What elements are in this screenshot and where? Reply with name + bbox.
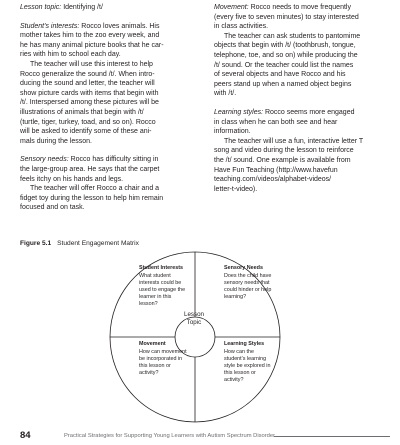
- text-line: mother takes him to the zoo every week, and: [20, 32, 160, 40]
- figure-caption: [20, 239, 139, 248]
- quadrant-title-movement: Movement: [139, 341, 166, 347]
- running-title: Practical Strategies for Supporting Young Learners with Autism Spectrum Disorder: [64, 433, 276, 439]
- text-line: Rocco seems more engaged: [264, 108, 355, 116]
- text-line: be incorporated in: [139, 356, 183, 362]
- text-line: /t/ sound. Or the teacher could list the names: [214, 61, 354, 69]
- text-line: information.: [214, 128, 251, 136]
- text-line: What student: [139, 273, 171, 279]
- quadrant-title-learning-styles: Learning Styles: [224, 341, 265, 347]
- learning-styles-label: Learning styles:: [214, 108, 264, 116]
- text-line: Rocco has difficulty sitting in: [70, 156, 159, 164]
- text-line: How can movement: [139, 349, 187, 355]
- text-line: could hinder or help: [224, 287, 272, 293]
- text-line: in class when he can both see and hear: [214, 118, 338, 126]
- text-line: (every five to seven minutes) to stay interested: [214, 13, 359, 21]
- text-line: the large-group area. He says that the carpet: [20, 165, 160, 173]
- text-line: style be explored in: [224, 363, 271, 369]
- text-line: of several objects and have Rocco and his: [214, 71, 346, 79]
- text-line: learner in this: [139, 294, 172, 300]
- text-line: interests could be: [139, 280, 182, 286]
- quadrant-text-sensory-needs: [224, 273, 282, 301]
- text-line: letter-t-video).: [214, 185, 258, 193]
- text-line: How can the: [224, 349, 254, 355]
- text-line: learning?: [224, 294, 247, 300]
- text-line: song and video during the lesson to reinforce: [214, 147, 354, 155]
- quadrant-text-movement: [139, 349, 197, 377]
- sensory-label: Sensory needs:: [20, 156, 69, 164]
- page-footer: [20, 430, 390, 442]
- text-line: fidget toy during the lesson to help him remain: [20, 194, 164, 202]
- text-line: focused and on task.: [20, 204, 85, 212]
- quadrant-text-learning-styles: [224, 349, 282, 384]
- interests-strategy-paragraph: [20, 60, 200, 146]
- text-line: Rocco loves animals. His: [81, 22, 160, 30]
- movement-label: Movement:: [214, 4, 249, 11]
- learning-styles-paragraph: [214, 108, 386, 137]
- text-line: in class activities.: [214, 23, 269, 31]
- text-line: (turtle, tiger, turkey, toad, and so on). Rocco: [20, 118, 156, 126]
- text-line: student's learning: [224, 356, 267, 362]
- text-line: sensory needs that: [224, 280, 270, 286]
- learning-styles-strategy-paragraph: [214, 137, 386, 195]
- text-line: mals during the lesson.: [20, 137, 92, 145]
- text-line: Have Fun Teaching (http://www.havefun: [214, 166, 338, 174]
- interests-label: Student's interests:: [20, 22, 80, 30]
- movement-paragraph: [214, 3, 386, 32]
- text-line: peers stand up when a named object begins: [214, 80, 352, 88]
- text-line: activity?: [139, 370, 159, 376]
- text-line: this lesson or: [224, 370, 256, 376]
- text-line: this lesson or: [139, 363, 171, 369]
- text-line: will be asked to identify some of these ani-: [20, 128, 152, 136]
- quadrant-title-sensory-needs: Sensory Needs: [224, 265, 263, 271]
- text-line: Does the child have: [224, 273, 272, 279]
- text-line: the /t/ sound. One example is available from: [214, 156, 351, 164]
- text-line: activity?: [224, 377, 244, 383]
- text-line: ries with him to school each day.: [20, 51, 121, 59]
- text-line: telephone, toe, and so on) while producing the: [214, 51, 358, 59]
- center-label-line: Topic: [186, 319, 202, 326]
- quadrant-title-student-interests: Student Interests: [139, 265, 184, 271]
- sensory-paragraph: [20, 155, 200, 184]
- text-line: Rocco generalize the sound /t/. When intro-: [20, 70, 155, 78]
- figure-number: Figure 5.1: [20, 240, 52, 247]
- center-label: [174, 311, 214, 327]
- figure-title: Student Engagement Matrix: [57, 240, 139, 247]
- sensory-strategy-paragraph: [20, 184, 200, 213]
- text-line: The teacher can ask students to pantomime: [224, 32, 361, 40]
- text-line: The teacher will use a fun, interactive letter T: [224, 137, 364, 145]
- movement-strategy-paragraph: [214, 32, 386, 99]
- lesson-topic-label: Lesson topic:: [20, 4, 62, 11]
- lesson-topic-paragraph: [20, 3, 200, 13]
- text-line: illustrations of animals that begin with /t/: [20, 108, 144, 116]
- page-number: 84: [20, 430, 31, 441]
- text-line: show picture cards with items that begin with: [20, 89, 159, 97]
- text-line: he has many animal picture books that he car-: [20, 41, 164, 49]
- footer-rule: [274, 436, 390, 437]
- quadrant-text-student-interests: [139, 273, 197, 308]
- center-label-line: Lesson: [184, 311, 204, 318]
- text-line: The teacher will use this interest to help: [30, 60, 153, 68]
- text-line: feels itchy on his hands and legs.: [20, 175, 124, 183]
- left-text-column: [20, 3, 200, 213]
- text-line: lesson?: [139, 301, 158, 307]
- interests-paragraph: [20, 22, 200, 60]
- text-line: Rocco needs to move frequently: [250, 4, 351, 11]
- text-line: The teacher will offer Rocco a chair and a: [30, 185, 160, 193]
- lesson-topic-value: Identifying /t/: [63, 4, 103, 11]
- text-line: used to engage the: [139, 287, 186, 293]
- text-line: with /t/.: [214, 90, 237, 98]
- text-line: objects that begin with /t/ (toothbrush, tongue,: [214, 42, 356, 50]
- text-line: ducing the sound and letter, the teacher will: [20, 80, 155, 88]
- text-line: /t/. Interspersed among these pictures will be: [20, 99, 159, 107]
- right-text-column: [214, 3, 386, 194]
- text-line: teaching.com/videos/alphabet-videos/: [214, 176, 332, 184]
